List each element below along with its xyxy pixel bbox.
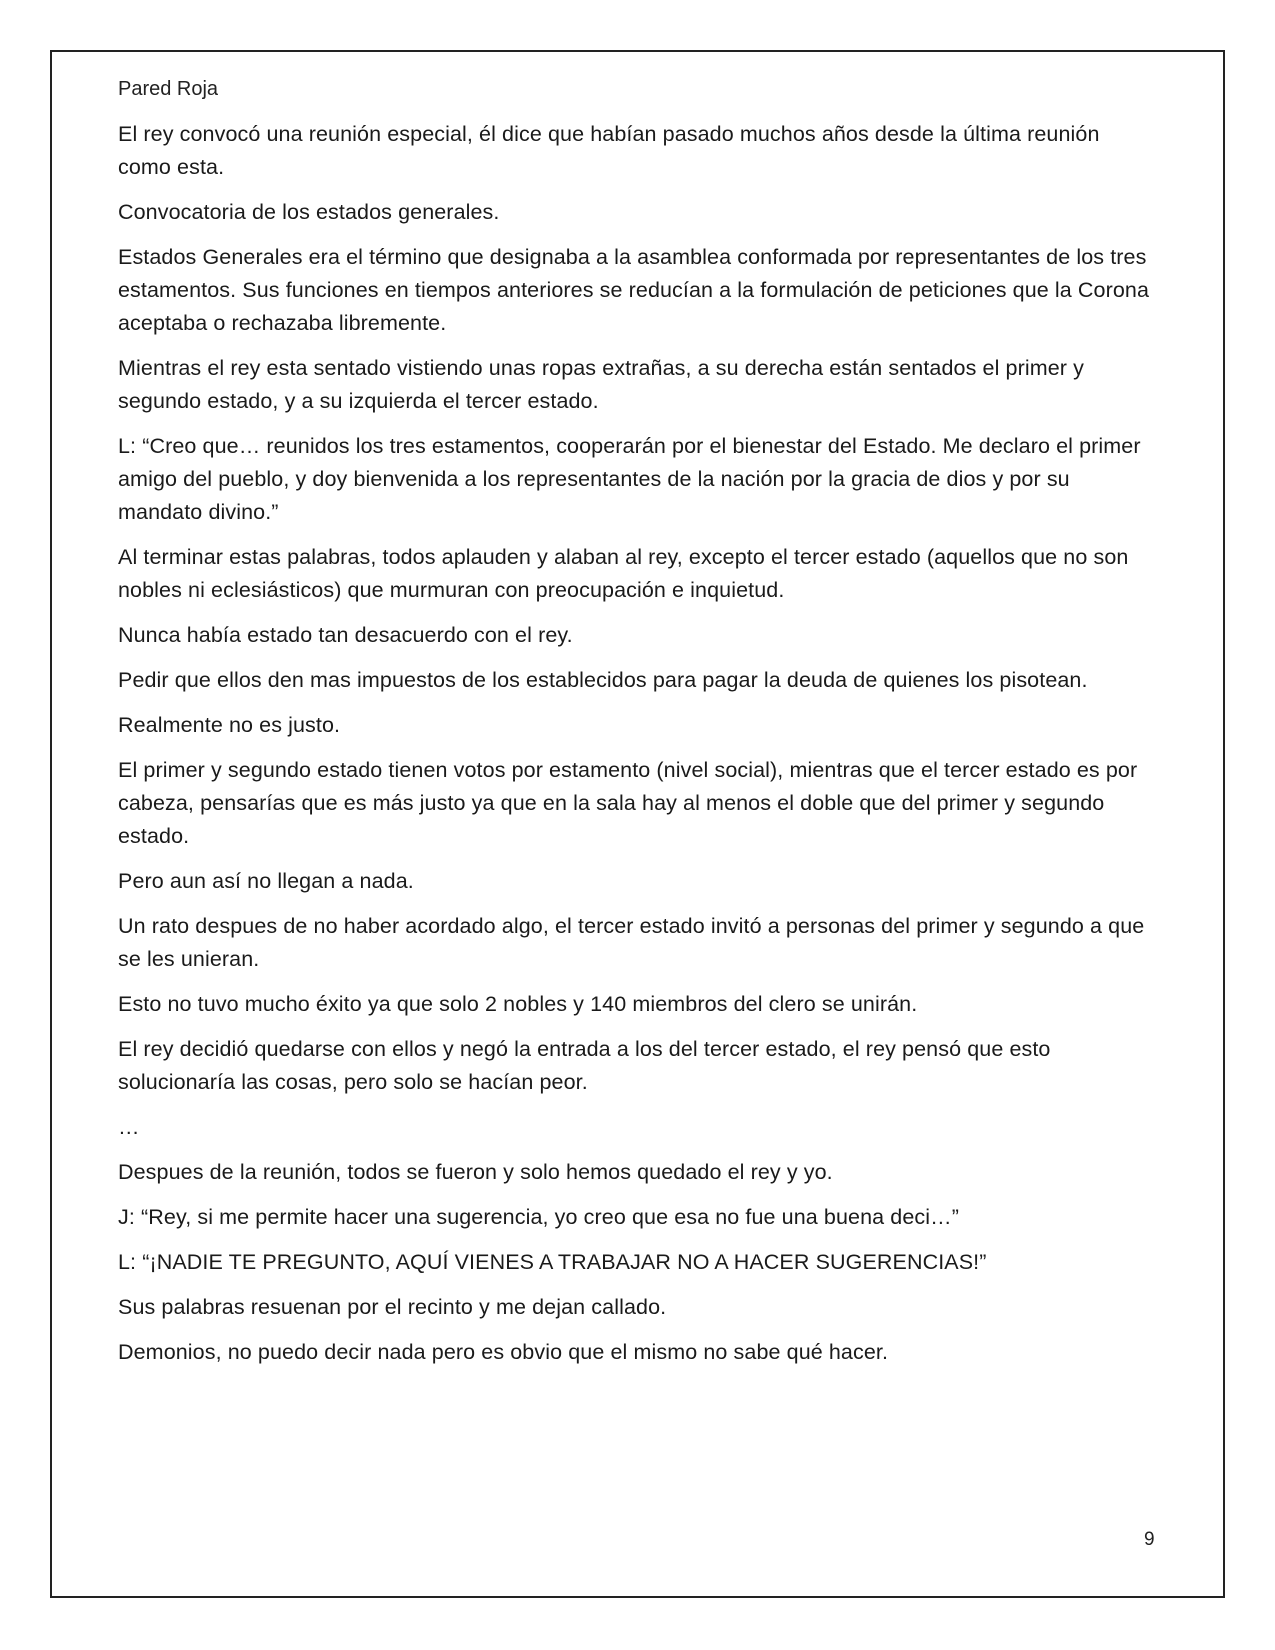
paragraph: Nunca había estado tan desacuerdo con el rey.	[118, 623, 573, 647]
paragraph: Esto no tuvo mucho éxito ya que solo 2 nobles y 140 miembros del clero se unirán.	[118, 992, 918, 1016]
paragraph: El primer y segundo estado tienen votos por estamento (nivel social), mientras que el tercer estado es por cabeza, pensarías que es más justo ya que en la sala hay al menos el doble que del primer y segundo estado.	[118, 758, 1138, 848]
paragraph: Despues de la reunión, todos se fueron y solo hemos quedado el rey y yo.	[118, 1160, 833, 1184]
paragraph: Demonios, no puedo decir nada pero es obvio que el mismo no sabe qué hacer.	[118, 1340, 889, 1364]
paragraph: Realmente no es justo.	[118, 713, 341, 737]
paragraph: J: “Rey, si me permite hacer una sugerencia, yo creo que esa no fue una buena deci…”	[118, 1205, 959, 1229]
ellipsis-separator: …	[118, 1115, 140, 1139]
document-header: Pared Roja	[118, 78, 219, 100]
paragraph: Pedir que ellos den mas impuestos de los establecidos para pagar la deuda de quienes los pisotean.	[118, 668, 1088, 692]
document-body	[118, 118, 1158, 1381]
paragraph: El rey convocó una reunión especial, él dice que habían pasado muchos años desde la última reunión como esta.	[118, 122, 1100, 179]
paragraph: Sus palabras resuenan por el recinto y me dejan callado.	[118, 1295, 667, 1319]
paragraph: Estados Generales era el término que designaba a la asamblea conformada por representantes de los tres estamentos. Sus funciones en tiempos anteriores se reducían a la formulación de peticiones que la Corona aceptaba o rechazaba libremente.	[118, 245, 1150, 335]
paragraph: Al terminar estas palabras, todos aplauden y alaban al rey, excepto el tercer estado (aquellos que no son nobles ni eclesiásticos) que murmuran con preocupación e inquietud.	[118, 545, 1129, 602]
paragraph: Mientras el rey esta sentado vistiendo unas ropas extrañas, a su derecha están sentados el primer y segundo estado, y a su izquierda el tercer estado.	[118, 356, 1084, 413]
paragraph: L: “Creo que… reunidos los tres estamentos, cooperarán por el bienestar del Estado. Me declaro el primer amigo del pueblo, y doy bienvenida a los representantes de la nación por la gracia de dios y por su mandato divino.”	[118, 434, 1141, 524]
page-number: 9	[1144, 1529, 1155, 1550]
paragraph: Un rato despues de no haber acordado algo, el tercer estado invitó a personas del primer y segundo a que se les unieran.	[118, 914, 1145, 971]
paragraph: Pero aun así no llegan a nada.	[118, 869, 414, 893]
paragraph: L: “¡NADIE TE PREGUNTO, AQUÍ VIENES A TRABAJAR NO A HACER SUGERENCIAS!”	[118, 1250, 987, 1274]
paragraph: El rey decidió quedarse con ellos y negó la entrada a los del tercer estado, el rey pensó que esto solucionaría las cosas, pero solo se hacían peor.	[118, 1037, 1051, 1094]
paragraph: Convocatoria de los estados generales.	[118, 200, 500, 224]
